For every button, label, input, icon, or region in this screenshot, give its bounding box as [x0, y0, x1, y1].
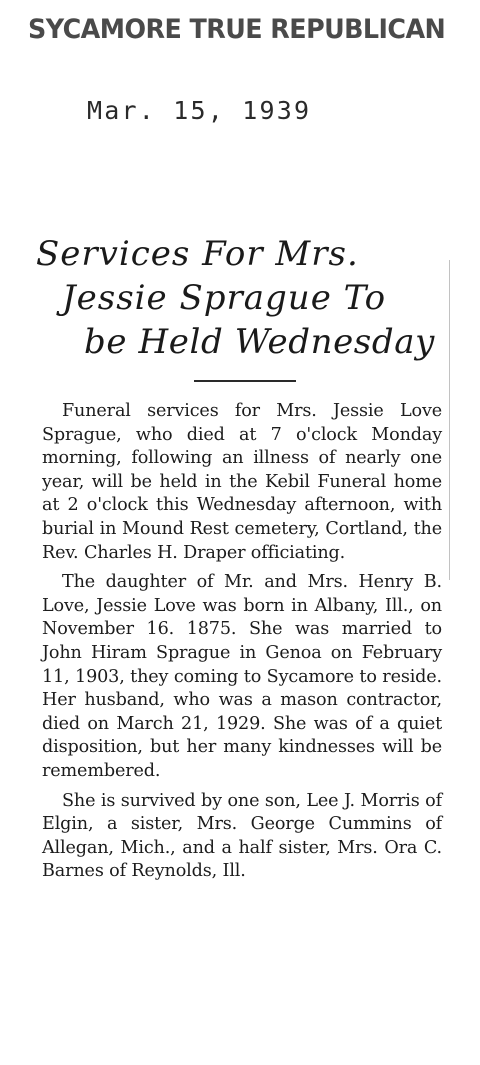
- headline-line-2: Jessie Sprague To: [62, 278, 387, 318]
- clipping-edge-line: [449, 260, 450, 580]
- article-paragraph-2: The daughter of Mr. and Mrs. Henry B. Love, Jessie Love was born in Albany, Ill., on November 16. 1875. She was married to John Hiram Sprague in Genoa on February 11, 1903, they coming to Sycamore to reside. Her husband, who was a mason contractor, died on March 21, 1929. She was of a quiet disposition, but her many kindnesses will be remembered.: [42, 572, 442, 781]
- headline-line-3: be Held Wednesday: [84, 322, 435, 362]
- article-paragraph-1: Funeral services for Mrs. Jessie Love Sprague, who died at 7 o'clock Monday morning, following an illness of nearly one year, will be held in the Kebil Funeral home at 2 o'clock this Wednesday afternoon, with burial in Mound Rest cemetery, Cortland, the Rev. Charles H. Draper officiating.: [42, 401, 442, 563]
- newspaper-masthead: SYCAMORE TRUE REPUBLICAN: [28, 14, 446, 45]
- article-paragraph-3: She is survived by one son, Lee J. Morris of Elgin, a sister, Mrs. George Cummins of Allegan, Mich., and a half sister, Mrs. Ora C. Barnes of Reynolds, Ill.: [42, 790, 442, 882]
- publication-date: Mar. 15, 1939: [87, 96, 312, 125]
- newspaper-clipping: [36, 232, 444, 1062]
- article-headline: [36, 232, 444, 364]
- article-body: [42, 400, 442, 890]
- headline-line-1: Services For Mrs.: [36, 234, 359, 274]
- headline-divider: [194, 380, 296, 382]
